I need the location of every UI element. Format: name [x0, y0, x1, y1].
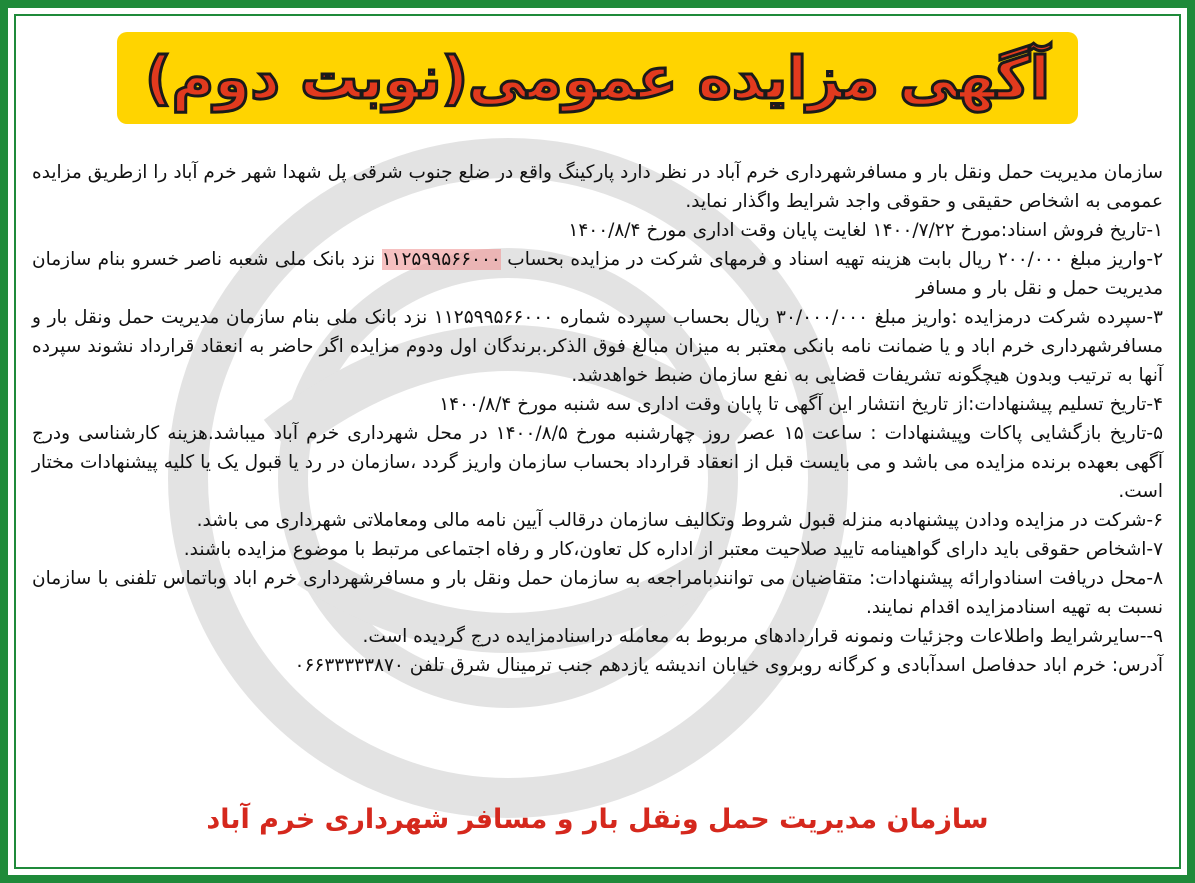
item-2	[32, 245, 1163, 303]
item-1: ۱-تاریخ فروش اسناد:مورخ ۱۴۰۰/۷/۲۲ لغایت پایان وقت اداری مورخ ۱۴۰۰/۸/۴	[568, 220, 1163, 241]
notice-body	[32, 158, 1163, 680]
address-line: آدرس: خرم اباد حدفاصل اسدآبادی و کرگانه روبروی خیابان اندیشه یازدهم جنب ترمینال شرق تلفن ۰۶۶۳۳۳۳۳۸۷۰	[294, 655, 1163, 676]
title-text: آگهی مزایده عمومی(نوبت دوم)	[117, 32, 1078, 124]
item-4: ۴-تاریخ تسلیم پیشنهادات:از تاریخ انتشار این آگهی تا پایان وقت اداری سه شنبه مورخ ۱۴۰۰/۸/۴	[439, 394, 1163, 415]
item-3: ۳-سپرده شرکت درمزایده :واریز مبلغ ۳۰/۰۰۰/۰۰۰ ریال بحساب سپرده شماره ۱۱۲۵۹۹۵۶۶۰۰۰ نزد بانک ملی بنام سازمان مدیریت حمل ونقل بار و مسافرشهرداری خرم اباد و یا ضمانت نامه بانکی معتبر به میزان مبالغ فوق الذکر.برندگان اول ودوم مزایده اگر حاضر به انعقاد قرارداد نشوند سپرده آنها به ترتیب وبدون هیچگونه تشریفات قضایی به نفع سازمان ضبط خواهدشد.	[32, 307, 1163, 386]
item-2-text-start: ۲-واریز مبلغ ۲۰۰/۰۰۰ ریال بابت هزینه تهیه اسناد و فرمهای شرکت در مزایده بحساب	[500, 249, 1163, 270]
item-5: ۵-تاریخ بازگشایی پاکات وپیشنهادات : ساعت ۱۵ عصر روز چهارشنبه مورخ ۱۴۰۰/۸/۵ در محل شهرداری خرم آباد میباشد.هزینه کارشناسی ودرج آگهی بعهده برنده مزایده می باشد و می بایست قبل از انعقاد قرارداد بحساب سازمان واریز گردد ،سازمان در رد یا قبول یک یا کلیه پیشنهادات مختار است.	[32, 423, 1163, 502]
account-number-highlight: ۱۱۲۵۹۹۵۶۶۰۰۰	[381, 249, 501, 270]
item-2-text-end: نزد بانک ملی شعبه ناصر خسرو بنام سازمان مدیریت حمل و نقل بار و مسافر	[32, 249, 1163, 299]
item-7: ۷-اشخاص حقوقی باید دارای گواهینامه تایید صلاحیت معتبر از اداره کل تعاون،کار و رفاه اجتماعی مرتبط با موضوع مزایده باشند.	[183, 539, 1163, 560]
organization-signature: سازمان مدیریت حمل ونقل بار و مسافر شهرداری خرم آباد	[206, 804, 989, 835]
notice-title	[8, 32, 1187, 124]
item-9: ۹--سایرشرایط واطلاعات وجزئیات ونمونه قراردادهای مربوط به معامله دراسنادمزایده درج گردیده است.	[362, 626, 1163, 647]
item-6: ۶-شرکت در مزایده ودادن پیشنهادبه منزله قبول شروط وتکالیف سازمان درقالب آیین نامه مالی ومعاملاتی شهرداری می باشد.	[196, 510, 1163, 531]
intro-paragraph: سازمان مدیریت حمل ونقل بار و مسافرشهرداری خرم آباد در نظر دارد پارکینگ واقع در ضلع جنوب شرقی پل شهدا شهر خرم آباد را ازطریق مزایده عمومی به اشخاص حقیقی و حقوقی واجد شرایط واگذار نماید.	[32, 162, 1163, 212]
item-8: ۸-محل دریافت اسنادوارائه پیشنهادات: متقاضیان می توانندبامراجعه به سازمان حمل ونقل بار و مسافرشهرداری خرم اباد وباتماس تلفنی با سازمان نسبت به تهیه اسنادمزایده اقدام نمایند.	[32, 568, 1163, 618]
